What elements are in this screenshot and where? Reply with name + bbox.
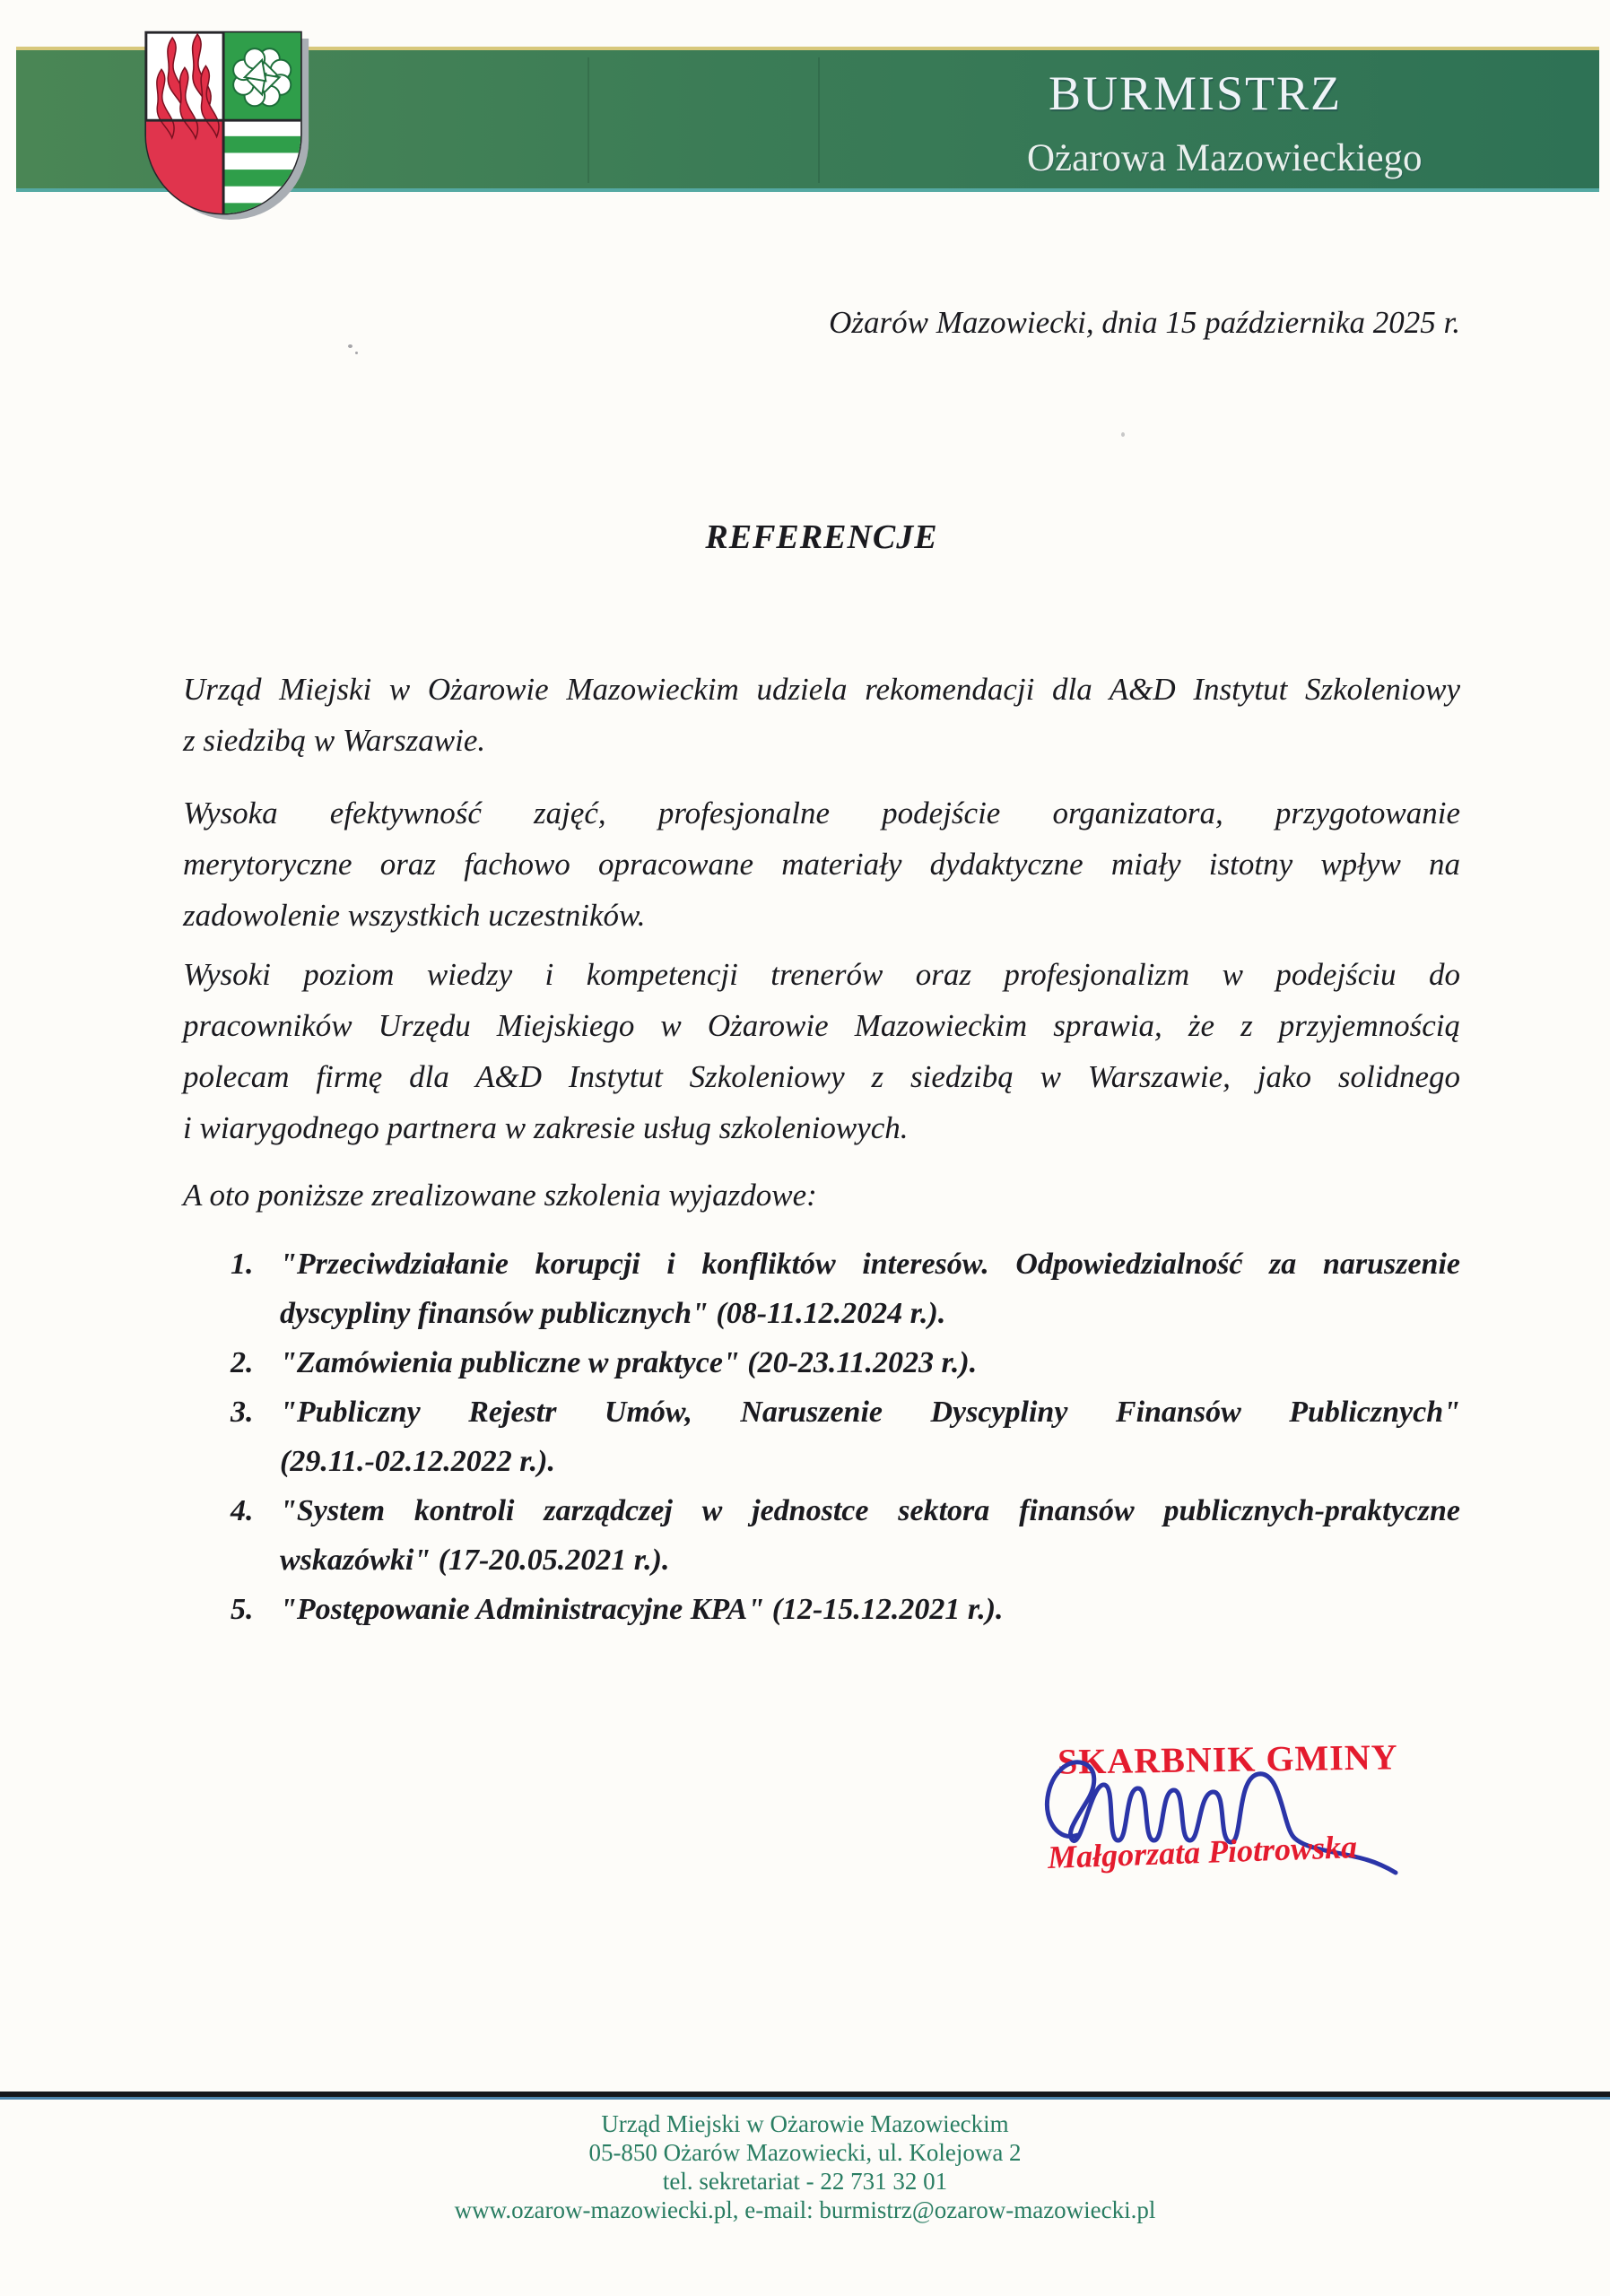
coat-of-arms-icon [139, 27, 315, 231]
text-line: merytoryczne oraz fachowo opracowane materiały dydaktyczne miały istotny wpływ na [183, 847, 1460, 882]
footer-rule-accent [0, 2097, 1610, 2100]
stamp-name: Małgorzata Piotrowska [1047, 1828, 1358, 1876]
banner-title: BURMISTRZ [1049, 66, 1343, 120]
text-line: Wysoki poziom wiedzy i kompetencji trenerów oraz profesjonalizm w podejściu do [183, 957, 1460, 992]
paragraph-endorsement [183, 949, 1460, 1153]
text-line: pracowników Urzędu Miejskiego w Ożarowie Mazowieckim sprawia, że z przyjemnością [183, 1008, 1460, 1043]
footer-address: 05-850 Ożarów Mazowiecki, ul. Kolejowa 2 [588, 2139, 1022, 2166]
footer-phone: tel. sekretariat - 22 731 32 01 [662, 2168, 948, 2195]
footer-block [0, 2109, 1610, 2224]
text-line: dyscypliny finansów publicznych" (08-11.12.2024 r.). [280, 1297, 946, 1330]
text-line: "Przeciwdziałanie korupcji i konfliktów interesów. Odpowiedzialność za naruszenie [280, 1248, 1460, 1281]
item-text [280, 1239, 1460, 1338]
list-item [183, 1239, 1460, 1338]
list-item [183, 1387, 1460, 1486]
item-number: 1. [231, 1248, 254, 1281]
paragraph-recommendation [183, 664, 1460, 766]
text-line: Urząd Miejski w Ożarowie Mazowieckim udziela rekomendacji dla A&D Instytut Szkoleniowy [183, 672, 1460, 707]
scan-speck [1121, 432, 1125, 437]
text-line: "Zamówienia publiczne w praktyce" (20-23.11.2023 r.). [280, 1346, 978, 1379]
list-item [183, 1585, 1460, 1634]
text-line: "Publiczny Rejestr Umów, Naruszenie Dyscypliny Finansów Publicznych" [280, 1396, 1460, 1429]
text-line: zadowolenie wszystkich uczestników. [183, 898, 646, 933]
text-line: Wysoka efektywność zajęć, profesjonalne podejście organizatora, przygotowanie [183, 796, 1460, 831]
text-line: z siedzibą w Warszawie. [183, 723, 486, 758]
list-item [183, 1486, 1460, 1585]
footer-web-email: www.ozarow-mazowiecki.pl, e-mail: burmistrz@ozarow-mazowiecki.pl [454, 2196, 1156, 2223]
stamp-title: SKARBNIK GMINY [1057, 1736, 1398, 1782]
paragraph-effectiveness [183, 787, 1460, 941]
text-line: A oto poniższe zrealizowane szkolenia wyjazdowe: [183, 1178, 817, 1213]
list-intro [183, 1170, 1460, 1221]
text-line: polecam firmę dla A&D Instytut Szkoleniowy z siedzibą w Warszawie, jako solidnego [183, 1059, 1460, 1094]
text-line: "Postępowanie Administracyjne KPA" (12-15.12.2021 r.). [280, 1593, 1004, 1626]
date-line: Ożarów Mazowiecki, dnia 15 października 2025 r. [829, 305, 1460, 340]
banner-subtitle: Ożarowa Mazowieckiego [1027, 137, 1423, 179]
item-number: 2. [231, 1346, 254, 1379]
item-text [280, 1585, 1460, 1634]
text-line: (29.11.-02.12.2022 r.). [280, 1445, 555, 1478]
scan-smudge [587, 57, 589, 183]
text-line: i wiarygodnego partnera w zakresie usług szkoleniowych. [183, 1110, 909, 1145]
list-item [183, 1338, 1460, 1387]
text-line: wskazówki" (17-20.05.2021 r.). [280, 1544, 670, 1577]
scan-speck [355, 352, 358, 354]
item-text [280, 1486, 1460, 1585]
item-number: 3. [231, 1396, 254, 1429]
item-text [280, 1338, 1460, 1387]
header-text-block [1027, 68, 1423, 179]
scan-smudge [818, 57, 820, 183]
footer-office-name: Urząd Miejski w Ożarowie Mazowieckim [601, 2110, 1009, 2137]
scan-speck [348, 344, 352, 348]
item-number: 4. [231, 1494, 254, 1527]
training-list [183, 1239, 1460, 1634]
document-title: REFERENCJE [705, 518, 938, 556]
item-text [280, 1387, 1460, 1486]
item-number: 5. [231, 1593, 254, 1626]
text-line: "System kontroli zarządczej w jednostce sektora finansów publicznych-praktyczne [280, 1494, 1460, 1527]
